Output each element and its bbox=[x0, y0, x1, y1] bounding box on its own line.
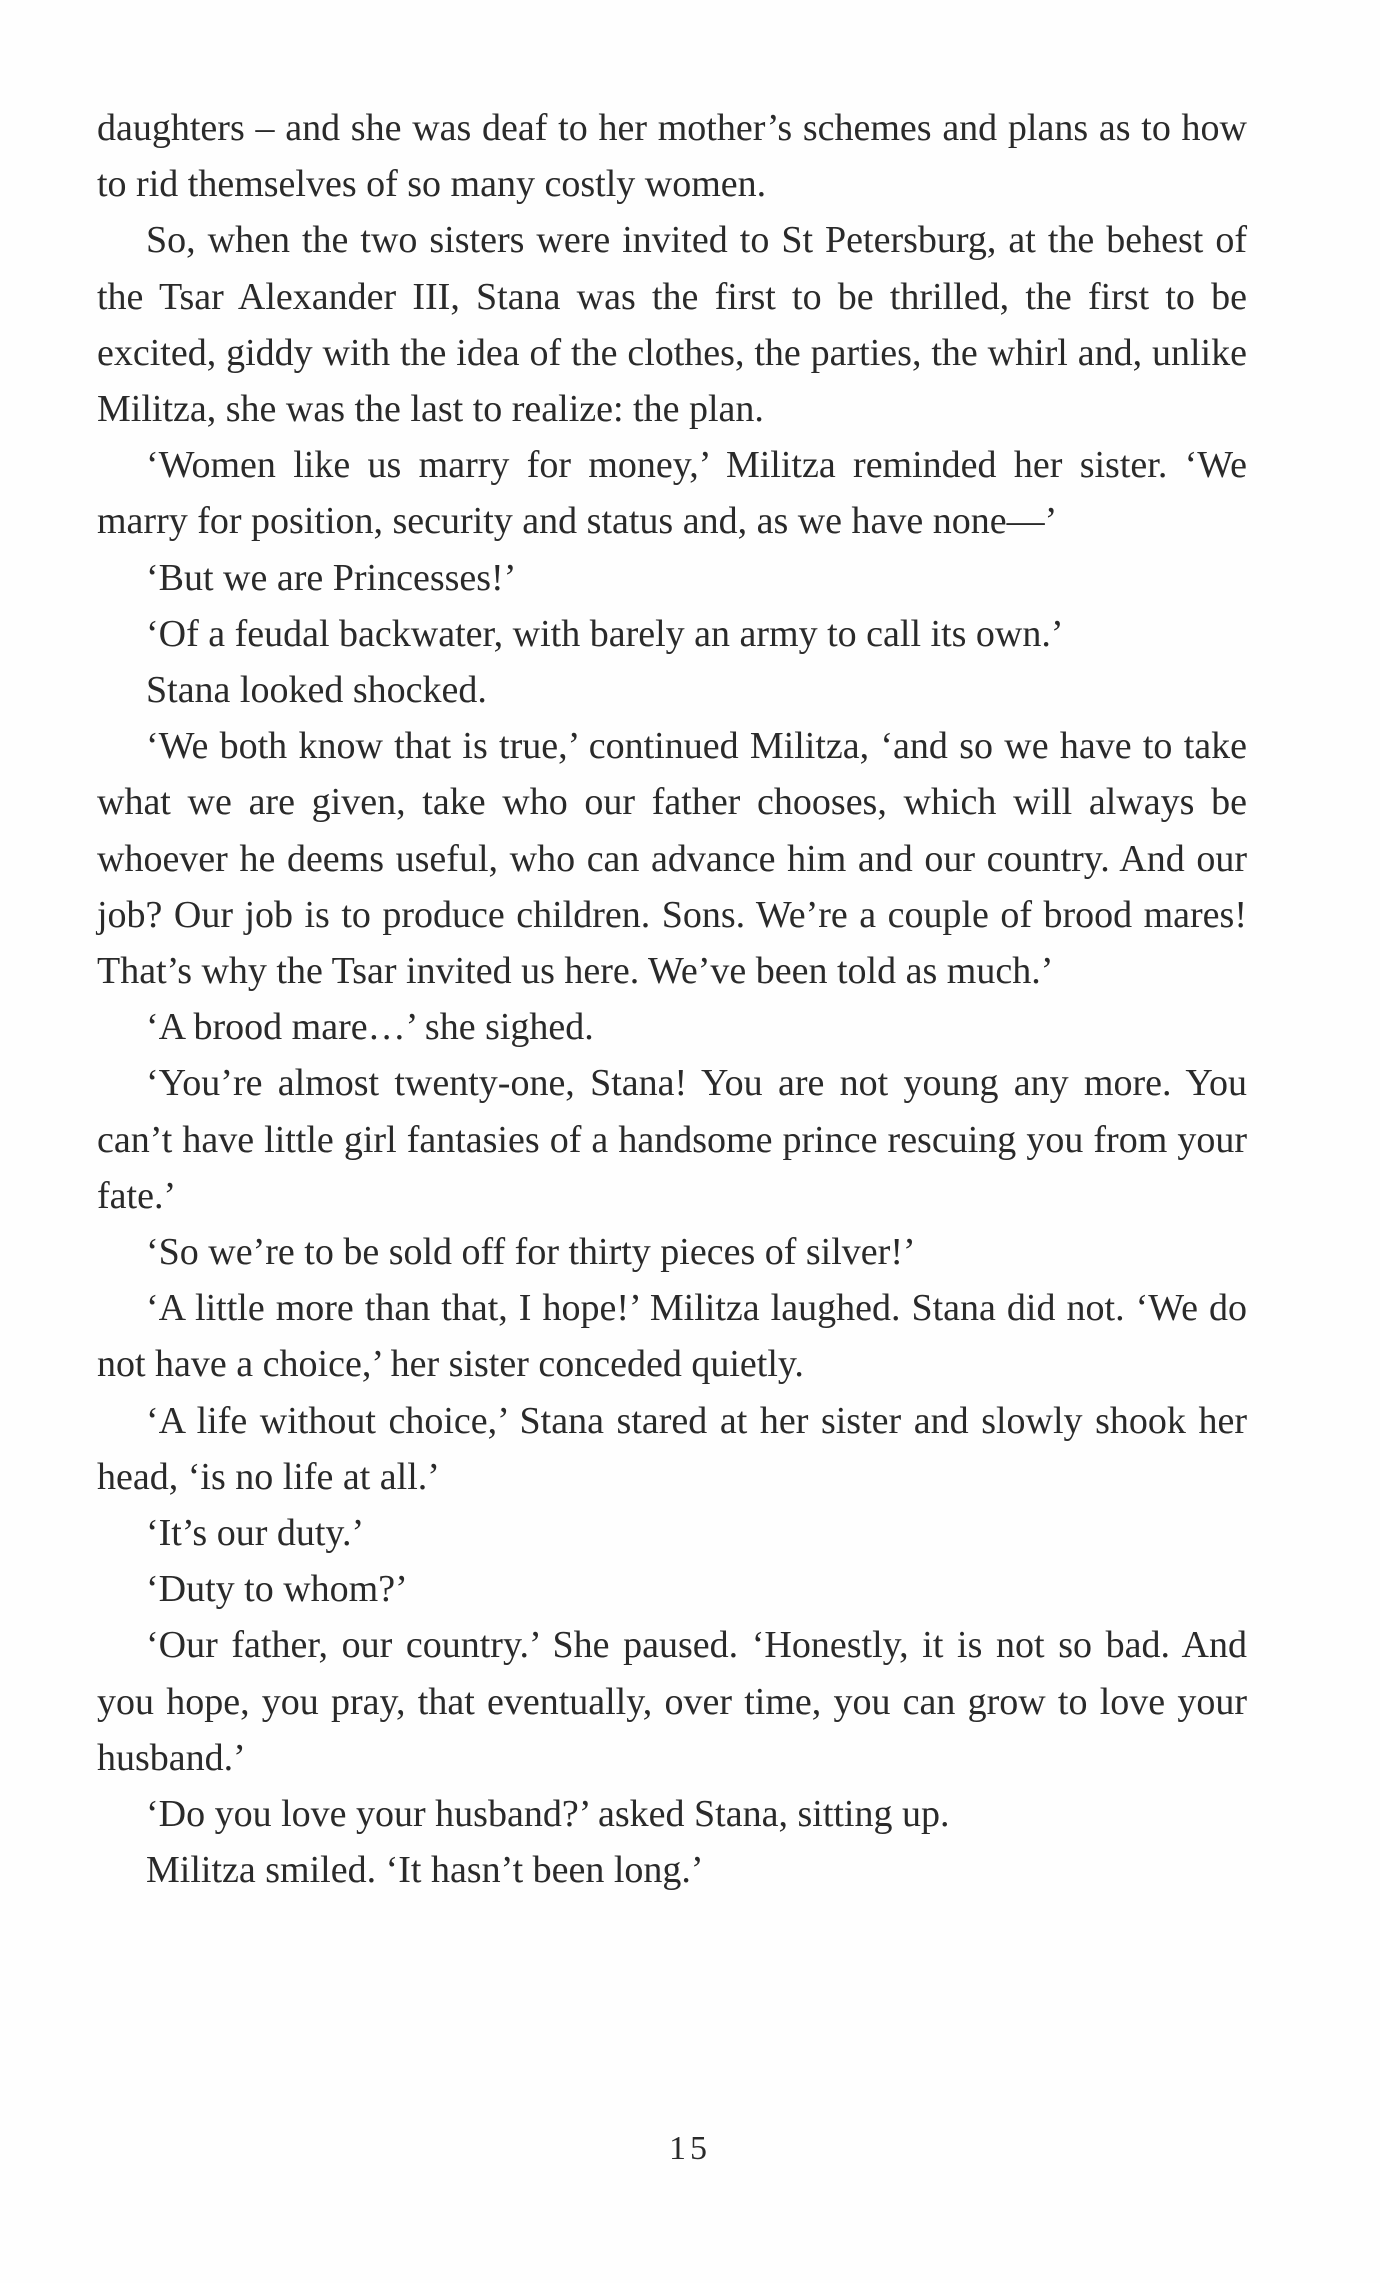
paragraph: Stana looked shocked. bbox=[146, 669, 487, 712]
paragraph: ‘But we are Princesses!’ bbox=[146, 556, 517, 599]
page-number: 15 bbox=[669, 2130, 711, 2167]
paragraph: ‘You’re almost twenty-one, Stana! You are not young any more. You can’t have little girl fantasies of a handsome prince rescuing you from your fate.’ bbox=[97, 1062, 1247, 1217]
paragraph: ‘We both know that is true,’ continued Militza, ‘and so we have to take what we are given, take who our father chooses, which will always be whoever he deems useful, who can advance him and our country. And our job? Our job is to produce children. Sons. We’re a couple of brood mares! That’s why the Tsar invited us here. We’ve been told as much.’ bbox=[97, 725, 1247, 993]
paragraph: ‘Do you love your husband?’ asked Stana, sitting up. bbox=[146, 1793, 950, 1836]
paragraph: ‘Women like us marry for money,’ Militza reminded her sister. ‘We marry for position, security and status and, as we have none—’ bbox=[97, 444, 1247, 543]
paragraph: Militza smiled. ‘It hasn’t been long.’ bbox=[146, 1849, 704, 1892]
paragraph: ‘A little more than that, I hope!’ Militza laughed. Stana did not. ‘We do not have a choice,’ her sister conceded quietly. bbox=[97, 1287, 1247, 1386]
paragraph: ‘A life without choice,’ Stana stared at her sister and slowly shook her head, ‘is no life at all.’ bbox=[97, 1399, 1247, 1498]
paragraph: ‘Of a feudal backwater, with barely an army to call its own.’ bbox=[146, 612, 1064, 655]
paragraph: ‘So we’re to be sold off for thirty pieces of silver!’ bbox=[146, 1231, 916, 1274]
paragraph: ‘A brood mare…’ she sighed. bbox=[146, 1006, 594, 1049]
paragraph: So, when the two sisters were invited to St Petersburg, at the behest of the Tsar Alexander III, Stana was the first to be thrilled, the first to be excited, giddy with the idea of the clothes, the parties, the whirl and, unlike Militza, she was the last to realize: the plan. bbox=[97, 219, 1247, 431]
body-text bbox=[97, 100, 1247, 1899]
paragraph: ‘Our father, our country.’ She paused. ‘Honestly, it is not so bad. And you hope, you pray, that eventually, over time, you can grow to love your husband.’ bbox=[97, 1624, 1247, 1779]
paragraph: ‘It’s our duty.’ bbox=[146, 1512, 365, 1555]
paragraph: ‘Duty to whom?’ bbox=[146, 1568, 408, 1611]
paragraph: daughters – and she was deaf to her mother’s schemes and plans as to how to rid themselves of so many costly women. bbox=[97, 107, 1247, 206]
